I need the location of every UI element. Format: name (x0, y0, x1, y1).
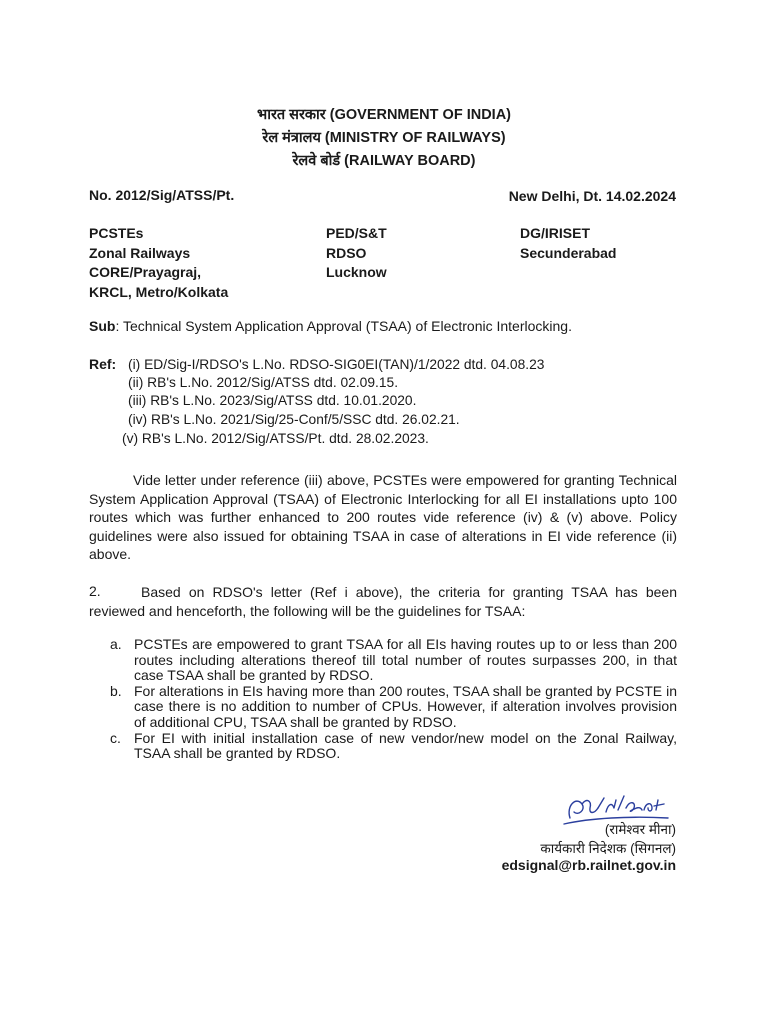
list-marker: a. (110, 636, 122, 652)
subject-text: : Technical System Application Approval (TSAA) of Electronic Interlocking. (115, 318, 572, 334)
subject-label: Sub (89, 318, 116, 334)
list-marker: c. (110, 729, 121, 746)
addressee-line: PED/S&T (326, 225, 387, 241)
addressee-line: Lucknow (326, 264, 387, 280)
addressee-line: KRCL, Metro/Kolkata (89, 283, 229, 300)
ref-item: (ii) RB's L.No. 2012/Sig/ATSS dtd. 02.09.15. (128, 375, 399, 390)
guidelines-list (110, 637, 677, 762)
list-item-text: For EI with initial installation case of new vendor/new model on the Zonal Railway, TSAA shall be granted by RDSO. (134, 729, 677, 762)
addressee-rdso (326, 224, 387, 283)
addressee-line: CORE/Prayagraj, (89, 264, 202, 280)
ref-item: (i) ED/Sig-I/RDSO's L.No. RDSO-SIG0EI(TAN)/1/2022 dtd. 04.08.23 (128, 357, 545, 372)
ref-item: (v) RB's L.No. 2012/Sig/ATSS/Pt. dtd. 28.02.2023. (122, 431, 429, 446)
list-item-text: For alterations in EIs having more than 200 routes, TSAA shall be granted by PCSTE in case there is no addition to number of CPUs. However, if alteration involves provision of additional CPU, TSAA shall be granted by RDSO. (134, 682, 677, 730)
subject-line (89, 318, 572, 334)
addressee-line: DG/IRISET (520, 225, 591, 241)
ref-item: (iii) RB's L.No. 2023/Sig/ATSS dtd. 10.01.2020. (128, 393, 417, 408)
paragraph-2-number: 2. (89, 583, 101, 599)
addressee-line: PCSTEs (89, 225, 144, 241)
header-ministry: रेल मंत्रालय (MINISTRY OF RAILWAYS) (262, 130, 506, 146)
signatory-name: (रामेश्वर मीना) (604, 822, 676, 837)
list-item (110, 684, 677, 731)
list-marker: b. (110, 682, 122, 699)
paragraph-2: Based on RDSO's letter (Ref i above), the criteria for granting TSAA has been reviewed and henceforth, the following will be the guidelines for TSAA: (89, 584, 677, 619)
signatory-email: edsignal@rb.railnet.gov.in (501, 857, 676, 873)
signatory-designation: कार्यकारी निदेशक (सिगनल) (540, 841, 676, 856)
addressee-iriset (520, 224, 616, 263)
letter-number: No. 2012/Sig/ATSS/Pt. (89, 187, 235, 203)
addressee-pcstes (89, 224, 228, 302)
addressee-line: Secunderabad (520, 244, 617, 261)
paragraph-1: Vide letter under reference (iii) above, PCSTEs were empowered for granting Technical System Application Approval (TSAA) of Electronic Interlocking for all EI installations upto 100 routes which was further enhanced to 200 routes vide reference (iv) & (v) above. Policy guidelines were also issued for obtaining TSAA in case of alterations in EI vide reference (ii) above. (89, 472, 677, 562)
header-board: रेलवे बोर्ड (RAILWAY BOARD) (292, 153, 476, 169)
list-item-text: PCSTEs are empowered to grant TSAA for all EIs having routes up to or less than 200 routes including alterations thereof till total number of routes surpasses 200, in that case TSAA shall be granted by RDSO. (134, 636, 677, 684)
list-item (110, 731, 677, 762)
ref-label: Ref: (89, 356, 117, 372)
letter-date: New Delhi, Dt. 14.02.2024 (508, 188, 676, 204)
addressee-line: Zonal Railways (89, 244, 191, 261)
header-government: भारत सरकार (GOVERNMENT OF INDIA) (257, 107, 511, 123)
ref-item: (iv) RB's L.No. 2021/Sig/25-Conf/5/SSC dtd. 26.02.21. (128, 412, 460, 427)
list-item (110, 637, 677, 684)
addressee-line: RDSO (326, 244, 367, 261)
